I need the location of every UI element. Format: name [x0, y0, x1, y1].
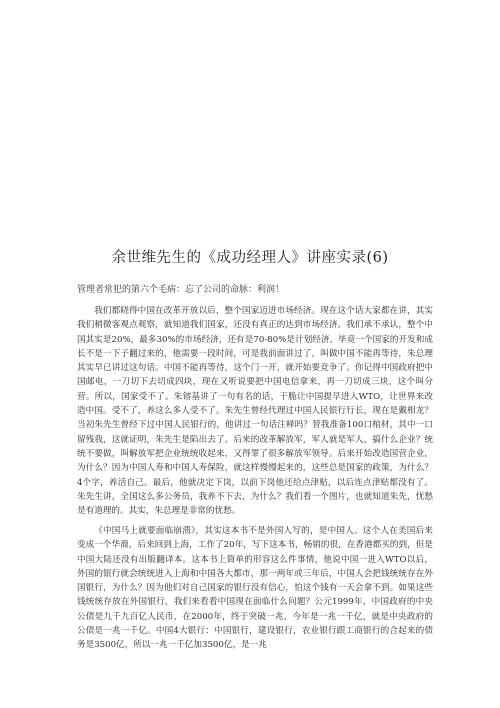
document-subtitle: 管理者常犯的第六个毛病：忘了公司的命脉：利润！ [77, 285, 285, 295]
document-title: 余世维先生的《成功经理人》讲座实录(6) [111, 250, 389, 266]
body-paragraph-2: 《中国马上就要面临崩溃》，其实这本书不是外国人写的，是中国人。这个人在美国后来变成一个华裔，后来回到上海，工作了20年，写下这本书，畅销的很，在香港都买的到，但是中国大陆还没有出版翻译本。这本书上简单的形容这么件事情，他说中国一进入WTO以后，外国的银行就会统统进入上海和中国各大都市，那一两年或三年后，中国人会把钱统统存在外国银行，为什么？因为他们对自己国家的银行没有信心，怕这个钱有一天会拿不到。如果这些钱统统存放在外国银行，我们来看看中国现在面临什么问题？公元1999年，中国政府的中央公债是九千九百亿人民币，在2000年，终于突破一兆，今年是一兆一千亿，就是中央政府的公债是一兆一千亿。中国4大银行：中国银行，建设银行，农业银行跟工商银行的合起来的债务是3500亿，所以一兆一千亿加3500亿，是一兆 [77, 526, 433, 651]
body-section-1 [77, 304, 433, 518]
body-paragraph-1: 我们都晓得中国在改革开放以后，整个国家迈进市场经济。现在这个话大家都在讲，其实我们稍微客观点观察，就知道我们国家，还没有真正的达到市场经济。我们承不承认，整个中国其实是20%，最多30%的市场经济，还有是70-80%是计划经济。毕竟一个国家的开发和成长不是一下子翻过来的，他需要一段时间，可是我前面讲过了，叫做中国不能再等待，朱总理其实早已讲过这句话。中国不能再等待，这个门一开，就开始要竞争了。你记得中国政府把中国邮电，一刀切下去切成四块，现在又听说要把中国电信拿来，再一刀切成三块，这个叫分营。所以，国家受不了。朱镕基讲了一句有名的话，干脆让中国提早进入WTO，让世界来改造中国。受不了，养这么多人受不了。朱先生曾经代理过中国人民银行行长，现在是戴相龙？当初朱先生曾经下过中国人民银行的，他讲过一句话注释吗？替我准备100口棺材，其中一口留残我，这就证明，朱先生是陷出去了。后来的改革解放军，军人就是军人，搞什么企业？统统不要做，叫解放军把企业统统收起来，又得罪了很多解放军领导。后来开始改造国营企业，为什么？因为中国人寿和中国人寿保险，就这样慢慢起来的，这些总是国家的政策，为什么？4个字，养活自己。最后，他就决定下岗，以前下岗他还给点津贴，以后连点津贴都没有了。朱先生讲，全国这么多公务员，我养不下去，为什么？我们看一个图片，也就知道朱先，忧愁是有道理的。其实，朱总理是非常的忧愁。 [77, 306, 433, 517]
body-section-2 [77, 524, 433, 653]
